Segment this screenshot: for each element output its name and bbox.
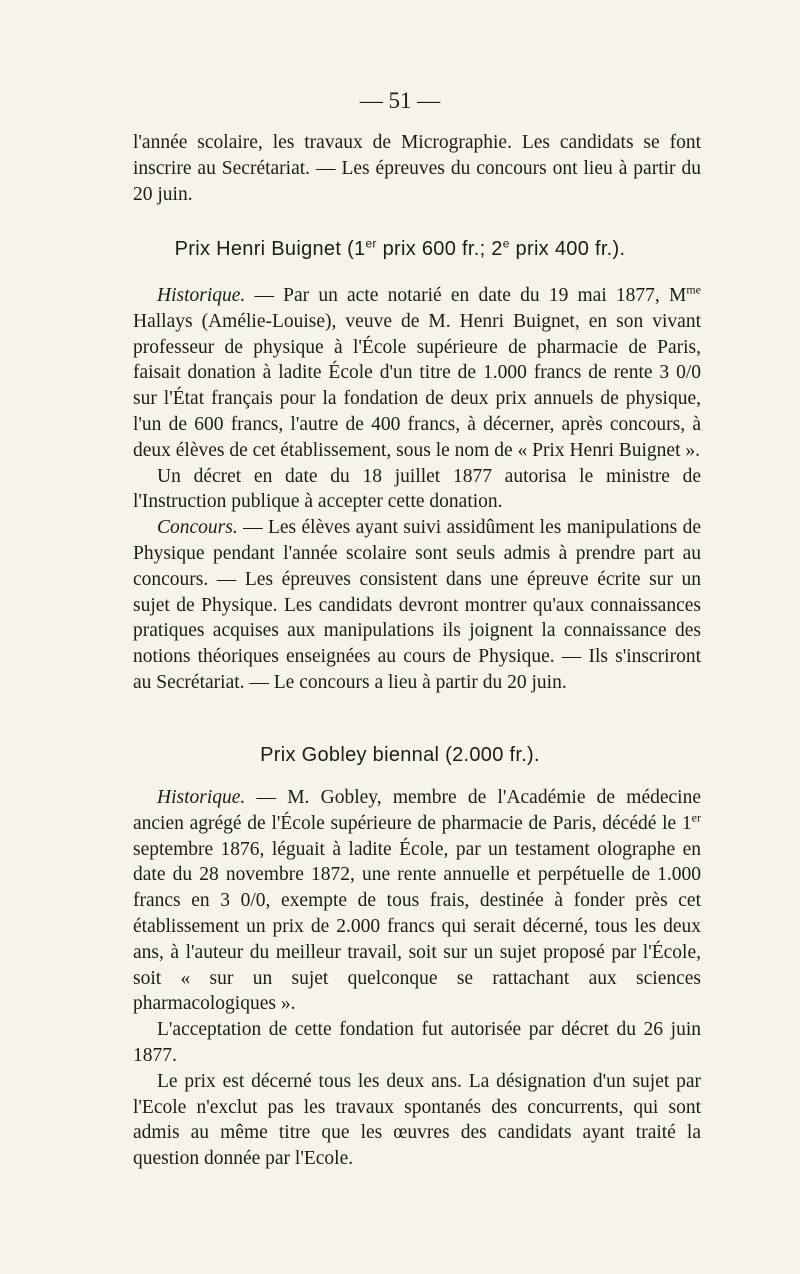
buignet-title-sup1: er — [365, 236, 377, 251]
intro-paragraph: l'année scolaire, les travaux de Micrographie. Les candidats se font inscrire au Secrétariat. — Les épreuves du concours ont lieu à partir du 20 juin. — [133, 132, 701, 205]
buignet-concours-label: Concours. — [157, 517, 238, 539]
buignet-historique-text-b: Hallays (Amélie-Louise), veuve de M. Henri Buignet, en son vivant professeur de physique à l'École supérieure de pharmacie de Paris, faisait donation à ladite École d'un titre de 1.000 francs de rente 3 0/0 sur l'État français pour la fondation de deux prix annuels de physique, l'un de 600 francs, l'autre de 400 francs, à décerner, après concours, à deux élèves de cet établissement, sous le nom de « Prix Henri Buignet ». — [133, 310, 701, 461]
buignet-title-sup2: e — [502, 236, 510, 251]
gobley-historique-label: Historique. — [157, 787, 246, 808]
gobley-prix-paragraph: Le prix est décerné tous les deux ans. La désignation d'un sujet par l'Ecole n'exclut pas les travaux spontanés des concurrents, qui sont admis au même titre que les œuvres des candidats ayant traité la question donnée par l'Ecole. — [133, 1070, 701, 1170]
buignet-concours-text: — Les élèves ayant suivi assidûment les manipulations de Physique pendant l'année scolaire sont seuls admis à prendre part au concours. — Les épreuves consistent dans une épreuve écrite sur un sujet de Physique. Les candidats devront montrer qu'aux connaissances pratiques acquises aux manipulations ils joignent la connaissance des notions théoriques enseignées au cours de Physique. — Ils s'inscriront au Secrétariat. — Le concours a lieu à partir du 20 juin. — [133, 517, 701, 693]
gobley-historique-paragraph — [133, 785, 701, 1017]
buignet-title-end: prix 400 fr.). — [509, 238, 626, 260]
gobley-body — [133, 785, 701, 1172]
buignet-title-main: Prix Henri Buignet (1 — [174, 238, 366, 260]
buignet-historique-text-a: — Par un acte notarié en date du 19 mai 1877, M — [245, 285, 687, 306]
gobley-historique-text-a: — M. Gobley, membre de l'Académie de médecine ancien agrégé de l'École supérieure de pharmacie de Paris, décédé le 1 — [133, 787, 701, 834]
section-title-gobley: Prix Gobley biennal (2.000 fr.). — [260, 744, 540, 766]
buignet-title-mid: prix 600 fr.; 2 — [376, 238, 503, 260]
buignet-historique-label: Historique. — [157, 285, 246, 306]
buignet-historique-paragraph — [133, 283, 701, 464]
section-title-buignet — [0, 238, 800, 261]
buignet-historique-sup: me — [686, 282, 701, 297]
page-number: — 51 — — [359, 88, 441, 113]
gobley-historique-sup: er — [691, 810, 701, 825]
gobley-historique-text-b: septembre 1876, léguait à ladite École, par un testament olographe en date du 28 novembre 1872, une rente annuelle et perpétuelle de 1.000 francs en 3 0/0, exempte de tous frais, destinée à fonder près cet établissement un prix de 2.000 francs qui serait décerné, tous les deux ans, à l'auteur du meilleur travail, soit sur un sujet proposé par l'École, soit « sur un sujet quelconque se rattachant aux sciences pharmacologiques ». — [133, 838, 701, 1015]
intro-paragraph-block — [133, 130, 701, 207]
buignet-body — [133, 283, 701, 696]
gobley-acceptation-paragraph: L'acceptation de cette fondation fut autorisée par décret du 26 juin 1877. — [133, 1019, 701, 1066]
buignet-decret-paragraph: Un décret en date du 18 juillet 1877 autorisa le ministre de l'Instruction publique à accepter cette donation. — [133, 465, 701, 513]
buignet-concours-paragraph — [133, 515, 701, 696]
